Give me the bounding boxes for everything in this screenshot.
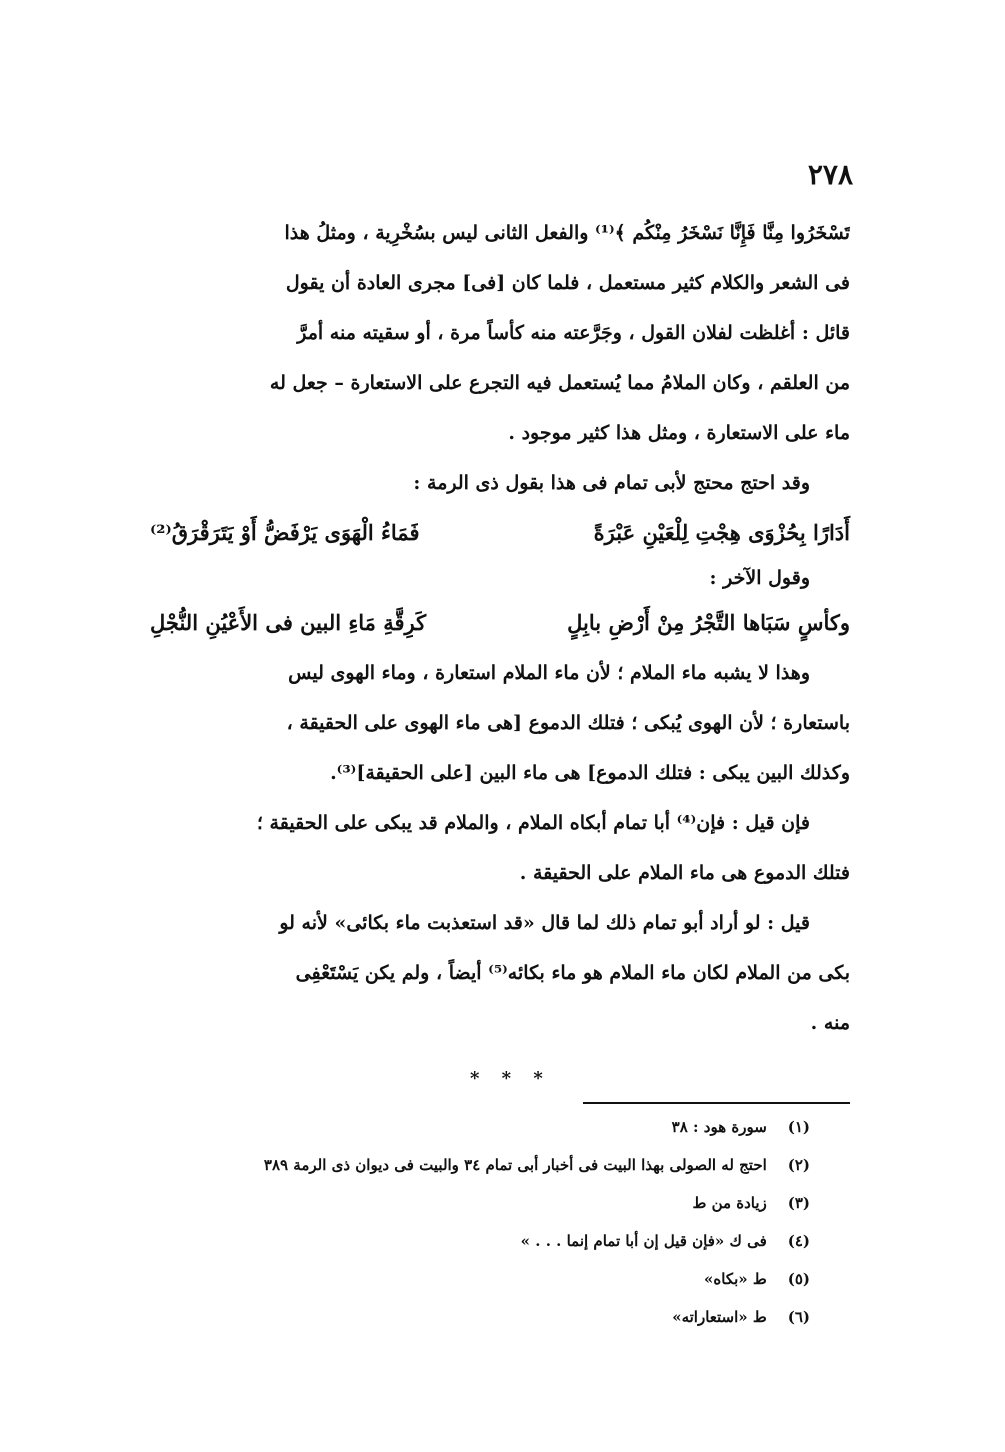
footnote-number: (٣) — [787, 1194, 810, 1212]
footnote-number: (٢) — [787, 1156, 810, 1174]
footnote-number: (١) — [787, 1118, 810, 1136]
section-separator: * * * — [470, 1068, 551, 1089]
verse-other-poet — [150, 598, 850, 648]
text-line: وكذلك البين يبكى : فتلك الدموع] هى ماء البين [على الحقيقة]⁽³⁾. — [330, 762, 850, 784]
verse-first-hemistich: أَدَارًا بِحُزْوَى هِجْتِ لِلْعَيْنِ عَبْرَةً — [593, 520, 850, 545]
text-line: باستعارة ؛ لأن الهوى يُبكى ؛ فتلك الدموع [هى ماء الهوى على الحقيقة ، — [286, 712, 850, 734]
verse-second-hemistich: فَمَاءُ الْهَوَى يَرْفَضُّ أَوْ يَتَرَقْرَقُ⁽²⁾ — [150, 520, 420, 545]
verse-dhu-al-rumma — [150, 508, 850, 558]
text-line: فتلك الدموع هى ماء الملام على الحقيقة . — [519, 862, 850, 884]
footnotes — [200, 1108, 810, 1336]
footnote-text: زيادة من ط — [692, 1194, 767, 1212]
text-line: من العلقم ، وكان الملامُ مما يُستعمل فيه التجرع على الاستعارة – جعل له — [269, 372, 850, 394]
text-line: ماء على الاستعارة ، ومثل هذا كثير موجود . — [508, 422, 850, 444]
text-line: وهذا لا يشبه ماء الملام ؛ لأن ماء الملام استعارة ، وماء الهوى ليس — [288, 662, 810, 684]
footnote-item — [200, 1184, 810, 1222]
text-line: فى الشعر والكلام كثير مستعمل ، فلما كان [فى] مجرى العادة أن يقول — [285, 272, 850, 294]
text-line: فإن قيل : فإن⁽⁴⁾ أبا تمام أبكاه الملام ، والملام قد يبكى على الحقيقة ؛ — [256, 812, 810, 834]
footnote-divider — [583, 1102, 850, 1104]
text-line: بكى من الملام لكان ماء الملام هو ماء بكائه⁽⁵⁾ أيضاً ، ولم يكن يَسْتَعْفِى — [295, 962, 850, 984]
text-line: وقد احتج محتج لأبى تمام فى هذا بقول ذى الرمة : — [413, 472, 810, 494]
text-line: قائل : أغلظت لفلان القول ، وجَرَّعته منه كأساً مرة ، أو سقيته منه أمرَّ — [297, 322, 850, 344]
verse-first-hemistich: وكأسٍ سَبَاها التَّجْرُ مِنْ أَرْضِ بابِلٍ — [567, 610, 850, 635]
footnote-item — [200, 1260, 810, 1298]
footnote-number: (٤) — [787, 1232, 810, 1250]
page-number: ٢٧٨ — [807, 158, 853, 191]
footnote-text: احتج له الصولى بهذا البيت فى أخبار أبى تمام ٣٤ والبيت فى ديوان ذى الرمة ٣٨٩ — [263, 1156, 767, 1174]
text-line: قيل : لو أراد أبو تمام ذلك لما قال «قد استعذبت ماء بكائى» لأنه لو — [279, 912, 810, 934]
text-line: وقول الآخر : — [709, 567, 810, 589]
footnote-text: سورة هود : ٣٨ — [671, 1118, 767, 1136]
footnote-item — [200, 1146, 810, 1184]
footnote-text: فى ك «فإن قيل إن أبا تمام إنما . . . » — [520, 1232, 767, 1250]
footnote-item — [200, 1222, 810, 1260]
footnote-number: (٥) — [787, 1270, 810, 1288]
footnote-text: ط «بكاه» — [704, 1270, 767, 1288]
footnote-item — [200, 1298, 810, 1336]
verse-second-hemistich: كَرِقَّةِ مَاءِ البين فى الأَعْيُنِ النُّجْلِ — [150, 610, 427, 635]
footnote-number: (٦) — [787, 1308, 810, 1326]
text-line: تَسْخَرُوا مِنَّا فَإِنَّا نَسْخَرُ مِنْكُم ﴾⁽¹⁾ والفعل الثانى ليس بسُخْرِية ، ومثلُ هذا — [284, 222, 850, 244]
text-line: منه . — [810, 1012, 850, 1034]
footnote-text: ط «استعاراته» — [672, 1308, 767, 1326]
body-text — [150, 208, 850, 1048]
footnote-item — [200, 1108, 810, 1146]
